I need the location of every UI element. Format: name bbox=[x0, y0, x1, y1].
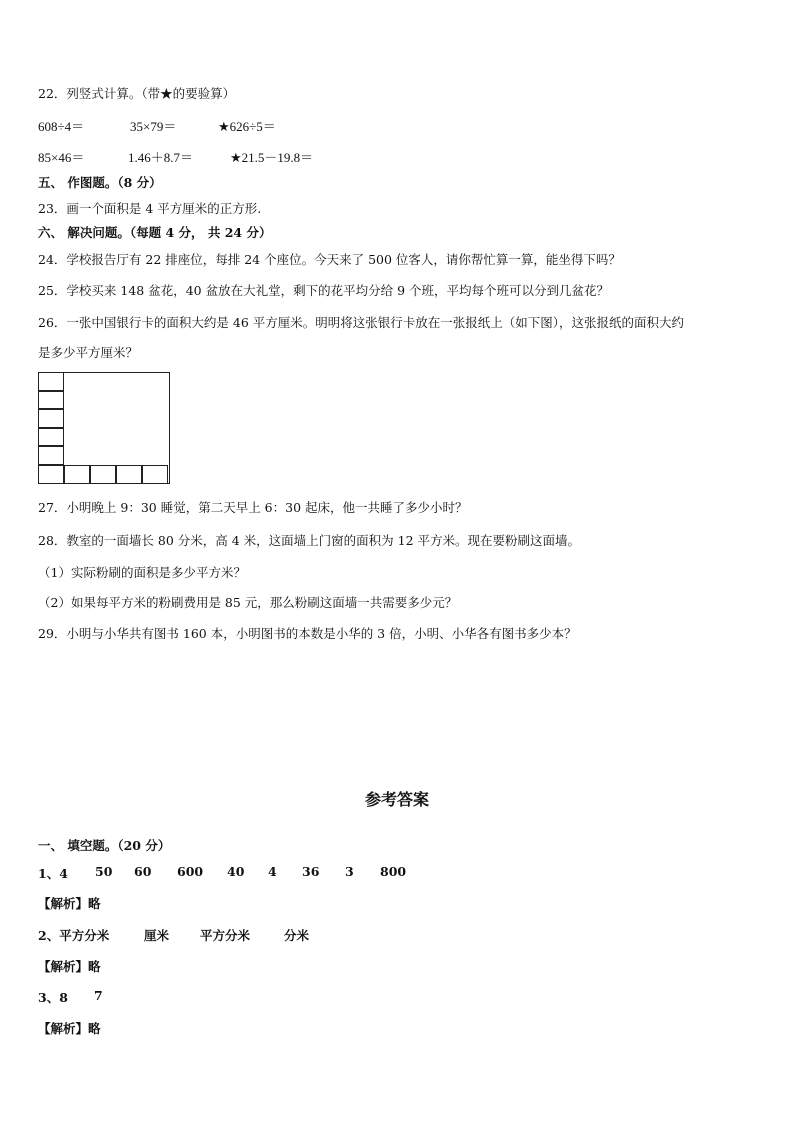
grid-cell bbox=[64, 465, 90, 484]
grid-cell bbox=[116, 465, 142, 484]
answer-value: 40 bbox=[227, 864, 245, 879]
grid-cell bbox=[90, 465, 116, 484]
grid-cell bbox=[38, 465, 64, 484]
answer-value: 平方分米 bbox=[200, 928, 251, 943]
analysis-1: 【解析】略 bbox=[38, 896, 101, 911]
q22-header: 22．列竖式计算。（带★的要验算） bbox=[38, 86, 236, 101]
analysis-2: 【解析】略 bbox=[38, 959, 101, 974]
answer-value: 4 bbox=[268, 864, 277, 879]
answer-value: 7 bbox=[94, 988, 103, 1003]
q28-sub1: （1）实际粉刷的面积是多少平方米？ bbox=[38, 565, 246, 580]
answer-value: 3、8 bbox=[38, 990, 68, 1005]
grid-cell bbox=[38, 409, 64, 428]
grid-cell bbox=[38, 391, 64, 410]
q24: 24．学校报告厅有 22 排座位，每排 24 个座位。今天来了 500 位客人，请你帮忙算一算，能坐得下吗？ bbox=[38, 252, 621, 267]
answer-value: 50 bbox=[95, 864, 113, 879]
calc-item: ★21.5－19.8＝ bbox=[230, 150, 314, 165]
answer-value: 600 bbox=[177, 864, 204, 879]
q27: 27．小明晚上 9：30 睡觉，第二天早上 6：30 起床，他一共睡了多少小时？ bbox=[38, 500, 468, 515]
calc-item: 85×46＝ bbox=[38, 150, 85, 165]
q28: 28．教室的一面墙长 80 分米，高 4 米，这面墙上门窗的面积为 12 平方米。现在要粉刷这面墙。 bbox=[38, 533, 581, 548]
answer-value: 800 bbox=[380, 864, 407, 879]
q28-sub2: （2）如果每平方米的粉刷费用是 85 元，那么粉刷这面墙一共需要多少元？ bbox=[38, 595, 458, 610]
answer-value: 60 bbox=[134, 864, 152, 879]
answers-title: 参考答案 bbox=[364, 790, 429, 809]
grid-cell bbox=[38, 428, 64, 447]
answer-value: 2、平方分米 bbox=[38, 928, 110, 943]
q26-line2: 是多少平方厘米？ bbox=[38, 345, 139, 360]
answer-value: 36 bbox=[302, 864, 320, 879]
answer-value: 1、4 bbox=[38, 866, 68, 881]
calc-item: 35×79＝ bbox=[130, 119, 177, 134]
answer-value: 3 bbox=[345, 864, 354, 879]
answer-value: 厘米 bbox=[144, 928, 170, 943]
grid-cell bbox=[38, 446, 64, 465]
answers-section-1: 一、 填空题。（20 分） bbox=[38, 838, 171, 853]
section-5-heading: 五、 作图题。（8 分） bbox=[38, 175, 162, 190]
answer-value: 分米 bbox=[284, 928, 310, 943]
q29: 29．小明与小华共有图书 160 本，小明图书的本数是小华的 3 倍，小明、小华各有图书多少本？ bbox=[38, 626, 577, 641]
calc-item: 608÷4＝ bbox=[38, 119, 85, 134]
analysis-3: 【解析】略 bbox=[38, 1021, 101, 1036]
grid-cell bbox=[38, 372, 64, 391]
q23: 23．画一个面积是 4 平方厘米的正方形. bbox=[38, 201, 262, 216]
calc-item: 1.46＋8.7＝ bbox=[128, 150, 194, 165]
q25: 25．学校买来 148 盆花，40 盆放在大礼堂，剩下的花平均分给 9 个班，平均每个班可以分到几盆花？ bbox=[38, 283, 609, 298]
q26-line1: 26．一张中国银行卡的面积大约是 46 平方厘米。明明将这张银行卡放在一张报纸上（如下图），这张报纸的面积大约 bbox=[38, 315, 685, 330]
section-6-heading: 六、 解决问题。（每题 4 分， 共 24 分） bbox=[38, 225, 272, 240]
calc-item: ★626÷5＝ bbox=[218, 119, 276, 134]
newspaper-grid-figure bbox=[38, 372, 170, 484]
grid-cell bbox=[142, 465, 168, 484]
